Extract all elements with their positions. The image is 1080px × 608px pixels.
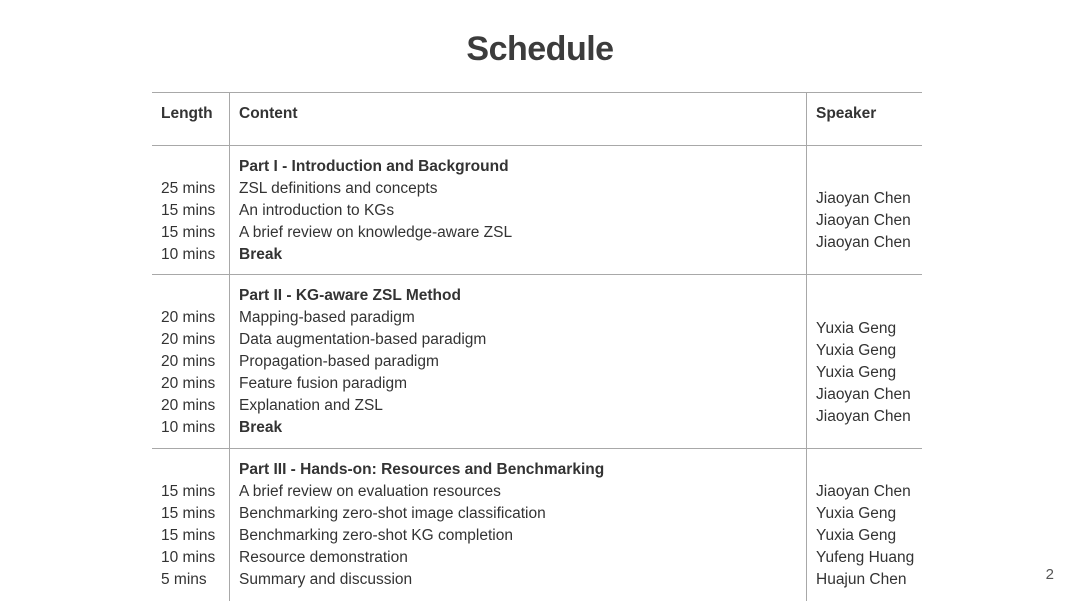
speaker-name: Yuxia Geng [816,505,897,522]
table-section-part-2 [152,275,922,449]
length-value: 15 mins [161,505,216,522]
section-heading: Part I - Introduction and Background [239,158,509,175]
section-heading: Part III - Hands-on: Resources and Benchmarking [239,461,605,478]
content-item: Feature fusion paradigm [239,375,408,392]
content-item: A brief review on knowledge-aware ZSL [239,224,513,241]
length-value: 15 mins [161,527,216,544]
length-value: 20 mins [161,375,216,392]
break-item: Break [239,246,283,263]
length-value: 20 mins [161,309,216,326]
speaker-column [807,146,922,274]
content-item: Benchmarking zero-shot image classification [239,505,546,522]
page-number: 2 [1045,566,1054,583]
content-column [230,449,807,601]
content-item: Explanation and ZSL [239,397,383,414]
speaker-name: Jiaoyan Chen [816,386,911,403]
length-value: 15 mins [161,224,216,241]
length-value: 20 mins [161,331,216,348]
header-speaker: Speaker [816,105,877,122]
content-item: Summary and discussion [239,571,413,588]
content-item: Mapping-based paradigm [239,309,415,326]
content-column [230,146,807,274]
speaker-name: Jiaoyan Chen [816,234,911,251]
speaker-name: Jiaoyan Chen [816,408,911,425]
content-item: Data augmentation-based paradigm [239,331,487,348]
speaker-name: Yuxia Geng [816,527,897,544]
header-content: Content [230,93,807,145]
break-item: Break [239,419,283,436]
speaker-name: Huajun Chen [816,571,907,588]
content-item: An introduction to KGs [239,202,395,219]
content-item: Propagation-based paradigm [239,353,439,370]
speaker-name: Yufeng Huang [816,549,915,566]
header-length: Length [152,93,230,145]
length-column [152,146,230,274]
length-value: 10 mins [161,549,216,566]
page-title: Schedule [466,30,614,68]
speaker-column [807,449,922,601]
schedule-table [152,92,922,601]
speaker-name: Yuxia Geng [816,320,897,337]
length-value: 15 mins [161,202,216,219]
speaker-column [807,275,922,448]
length-value: 15 mins [161,483,216,500]
content-item: ZSL definitions and concepts [239,180,438,197]
speaker-name: Yuxia Geng [816,342,897,359]
length-value: 10 mins [161,419,216,436]
length-column [152,449,230,601]
table-section-part-3 [152,449,922,601]
content-column [230,275,807,448]
length-value: 5 mins [161,571,207,588]
section-heading: Part II - KG-aware ZSL Method [239,287,461,304]
speaker-name: Jiaoyan Chen [816,483,911,500]
length-value: 25 mins [161,180,216,197]
speaker-name: Jiaoyan Chen [816,190,911,207]
speaker-name: Jiaoyan Chen [816,212,911,229]
length-column [152,275,230,448]
table-section-part-1 [152,146,922,275]
content-item: Benchmarking zero-shot KG completion [239,527,513,544]
length-value: 10 mins [161,246,216,263]
table-header-row [152,93,922,146]
speaker-name: Yuxia Geng [816,364,897,381]
content-item: A brief review on evaluation resources [239,483,501,500]
content-item: Resource demonstration [239,549,408,566]
length-value: 20 mins [161,353,216,370]
length-value: 20 mins [161,397,216,414]
